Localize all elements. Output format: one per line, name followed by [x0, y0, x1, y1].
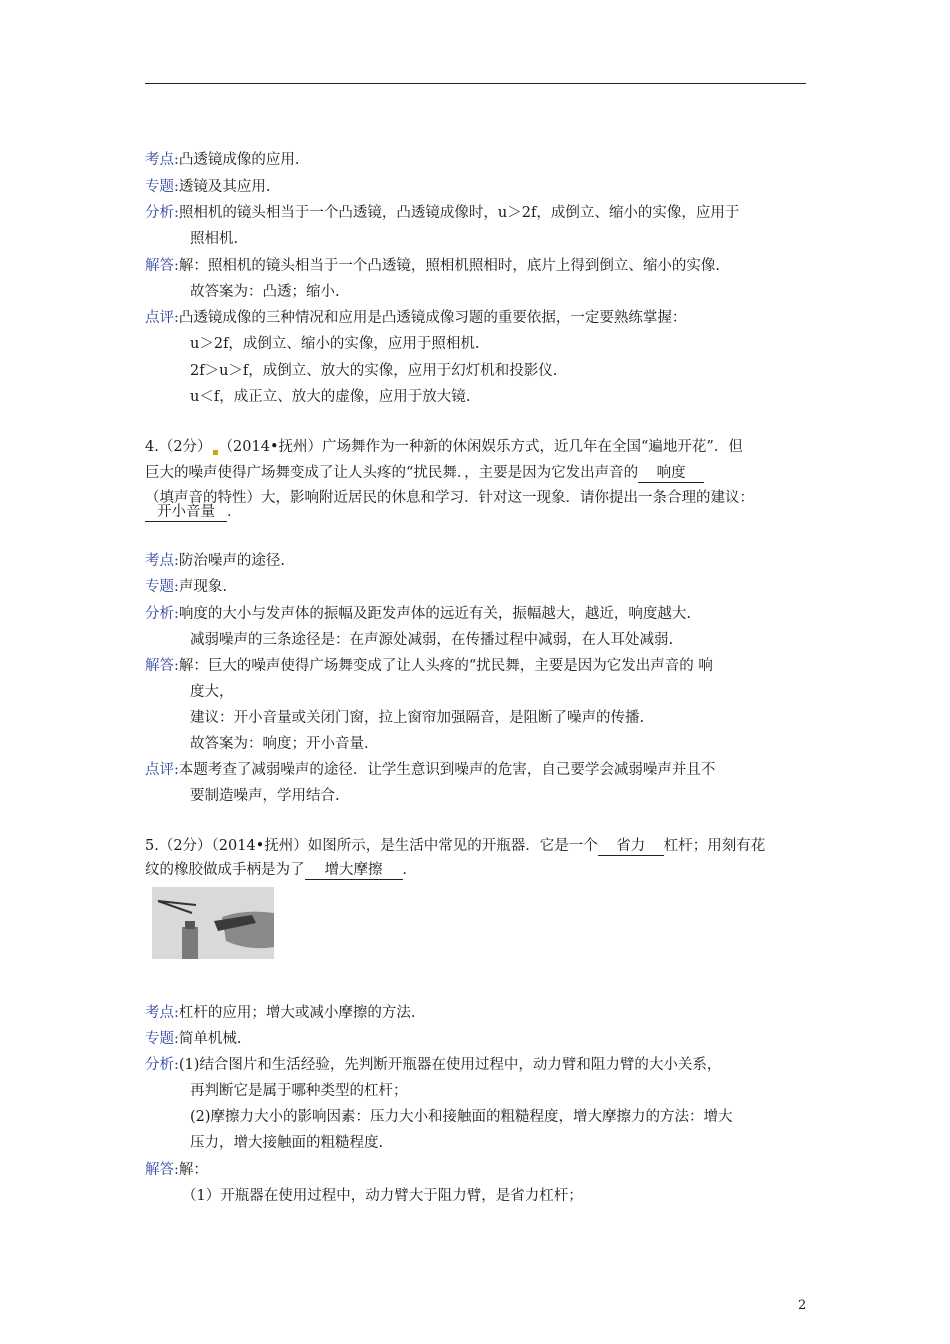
q5-jieda-line: （1）开瓶器在使用过程中，动力臂大于阻力臂，是省力杠杆； [182, 1188, 583, 1204]
q3-jieda-row [145, 256, 720, 276]
answer-blank: 增大摩擦 [305, 861, 403, 880]
label-jieda: 解答 [145, 658, 174, 674]
q4-question-line: （填声音的特性）大，影响附近居民的休息和学习．针对这一现象．请你提出一条合理的建议： [145, 490, 754, 506]
q5-fenxi-line: 压力，增大接触面的粗糙程度. [190, 1135, 384, 1151]
q3-jieda-line: 解：照相机的镜头相当于一个凸透镜，照相机照相时，底片上得到倒立、缩小的实像. [178, 258, 720, 274]
label-kaodian: 考点 [145, 1005, 174, 1021]
answer-blank: 响度 [638, 464, 704, 483]
q5-kaodian-row [145, 1003, 416, 1023]
q4-dianping-row [145, 760, 715, 780]
q5-text: 纹的橡胶做成手柄是为了 [145, 862, 305, 878]
label-colon: : [174, 205, 179, 221]
q3-dianping-line: 凸透镜成像的三种情况和应用是凸透镜成像习题的重要依据，一定要熟练掌握： [178, 310, 687, 326]
q5-fenxi-row [145, 1055, 721, 1075]
q5-zhuanti-row [145, 1029, 242, 1049]
q5-kaodian: 杠杆的应用；增大或减小摩擦的方法. [178, 1005, 416, 1021]
label-colon: : [174, 1057, 179, 1073]
label-colon: : [174, 310, 179, 326]
q4-fenxi-line: 减弱噪声的三条途径是：在声源处减弱，在传播过程中减弱，在人耳处减弱. [190, 632, 674, 648]
label-colon: : [174, 1162, 179, 1178]
q4-text: 巨大的噪声使得广场舞变成了让人头疼的“扰民舞．，主要是因为它发出声音的 [145, 465, 639, 481]
label-colon: : [174, 553, 179, 569]
q5-zhuanti: 简单机械. [178, 1031, 242, 1047]
q3-dianping-line: u＜f，成正立、放大的虚像，应用于放大镜. [190, 389, 471, 405]
q5-question-line [145, 836, 765, 856]
label-fenxi: 分析 [145, 606, 174, 622]
answer-blank: 开小音量 [145, 503, 227, 522]
label-zhuanti: 专题 [145, 1031, 174, 1047]
q5-fenxi-line: (2)摩擦力大小的影响因素：压力大小和接触面的粗糙程度，增大摩擦力的方法：增大 [190, 1109, 733, 1125]
label-dianping: 点评 [145, 310, 174, 326]
label-colon: : [174, 1005, 179, 1021]
q4-dianping-line: 要制造噪声，学用结合. [190, 788, 340, 804]
q4-number: 4.（2分） [145, 439, 212, 455]
q4-zhuanti: 声现象. [178, 579, 227, 595]
q4-jieda-line: 解：巨大的噪声使得广场舞变成了让人头疼的“扰民舞，主要是因为它发出声音的 响 [178, 658, 713, 674]
q4-text: （2014•抚州）广场舞作为一种新的休闲娱乐方式，近几年在全国“遍地开花”．但 [218, 439, 743, 455]
q3-dianping-line: u＞2f，成倒立、缩小的实像，应用于照相机. [190, 336, 480, 352]
q3-jieda-line: 故答案为：凸透；缩小. [190, 284, 340, 300]
label-colon: : [174, 658, 179, 674]
q5-question-line [145, 860, 417, 880]
label-zhuanti: 专题 [145, 579, 174, 595]
q4-fenxi-row [145, 604, 691, 624]
q4-jieda-line: 度大， [190, 684, 234, 700]
q4-fenxi-line: 响度的大小与发声体的振幅及距发声体的远近有关，振幅越大，越近，响度越大. [178, 606, 691, 622]
q3-dianping-row [145, 308, 686, 328]
label-colon: : [174, 579, 179, 595]
answer-blank: 省力 [598, 837, 664, 856]
q3-kaodian: 凸透镜成像的应用. [178, 152, 300, 168]
header-rule [145, 83, 806, 84]
q5-text: 5.（2分）（2014•抚州）如图所示，是生活中常见的开瓶器．它是一个 [145, 838, 598, 854]
label-kaodian: 考点 [145, 152, 174, 168]
q3-fenxi-line: 照相机. [190, 231, 239, 247]
inline-marker-icon [213, 450, 218, 455]
q4-zhuanti-row [145, 577, 227, 597]
q4-jieda-line: 故答案为：响度；开小音量. [190, 736, 369, 752]
q5-text: ． [402, 862, 417, 878]
q4-text: ． [227, 504, 242, 520]
q5-fenxi-line: 再判断它是属于哪种类型的杠杆； [190, 1083, 408, 1099]
q3-kaodian-row [145, 150, 300, 170]
label-fenxi: 分析 [145, 1057, 174, 1073]
label-fenxi: 分析 [145, 205, 174, 221]
q4-question-line [145, 437, 743, 457]
q4-kaodian: 防治噪声的途径. [178, 553, 285, 569]
page-number: 2 [798, 1298, 807, 1313]
q3-zhuanti: 透镜及其应用. [178, 179, 271, 195]
q4-question-line [145, 463, 704, 483]
label-colon: : [174, 606, 179, 622]
q5-fenxi-line: (1)结合图片和生活经验，先判断开瓶器在使用过程中，动力臂和阻力臂的大小关系， [178, 1057, 722, 1073]
label-kaodian: 考点 [145, 553, 174, 569]
label-colon: : [174, 762, 179, 778]
q4-jieda-row [145, 656, 713, 676]
q5-jieda-line: 解： [178, 1162, 208, 1178]
label-colon: : [174, 258, 179, 274]
label-dianping: 点评 [145, 762, 174, 778]
q3-fenxi-line: 照相机的镜头相当于一个凸透镜，凸透镜成像时，u＞2f，成倒立、缩小的实像，应用于 [178, 205, 740, 221]
q3-zhuanti-row [145, 177, 271, 197]
q4-question-line [145, 502, 242, 522]
label-colon: : [174, 179, 179, 195]
q3-dianping-line: 2f＞u＞f，成倒立、放大的实像，应用于幻灯机和投影仪. [190, 363, 558, 379]
label-jieda: 解答 [145, 1162, 174, 1178]
q5-jieda-row [145, 1160, 208, 1180]
label-jieda: 解答 [145, 258, 174, 274]
label-zhuanti: 专题 [145, 179, 174, 195]
q3-fenxi-row [145, 203, 739, 223]
bottle-opener-photo [152, 887, 274, 959]
q4-jieda-line: 建议：开小音量或关闭门窗，拉上窗帘加强隔音，是阻断了噪声的传播. [190, 710, 645, 726]
q5-text: 杠杆；用刻有花 [663, 838, 766, 854]
q4-kaodian-row [145, 551, 285, 571]
label-colon: : [174, 152, 179, 168]
label-colon: : [174, 1031, 179, 1047]
q4-dianping-line: 本题考查了减弱噪声的途径．让学生意识到噪声的危害，自己要学会减弱噪声并且不 [178, 762, 716, 778]
